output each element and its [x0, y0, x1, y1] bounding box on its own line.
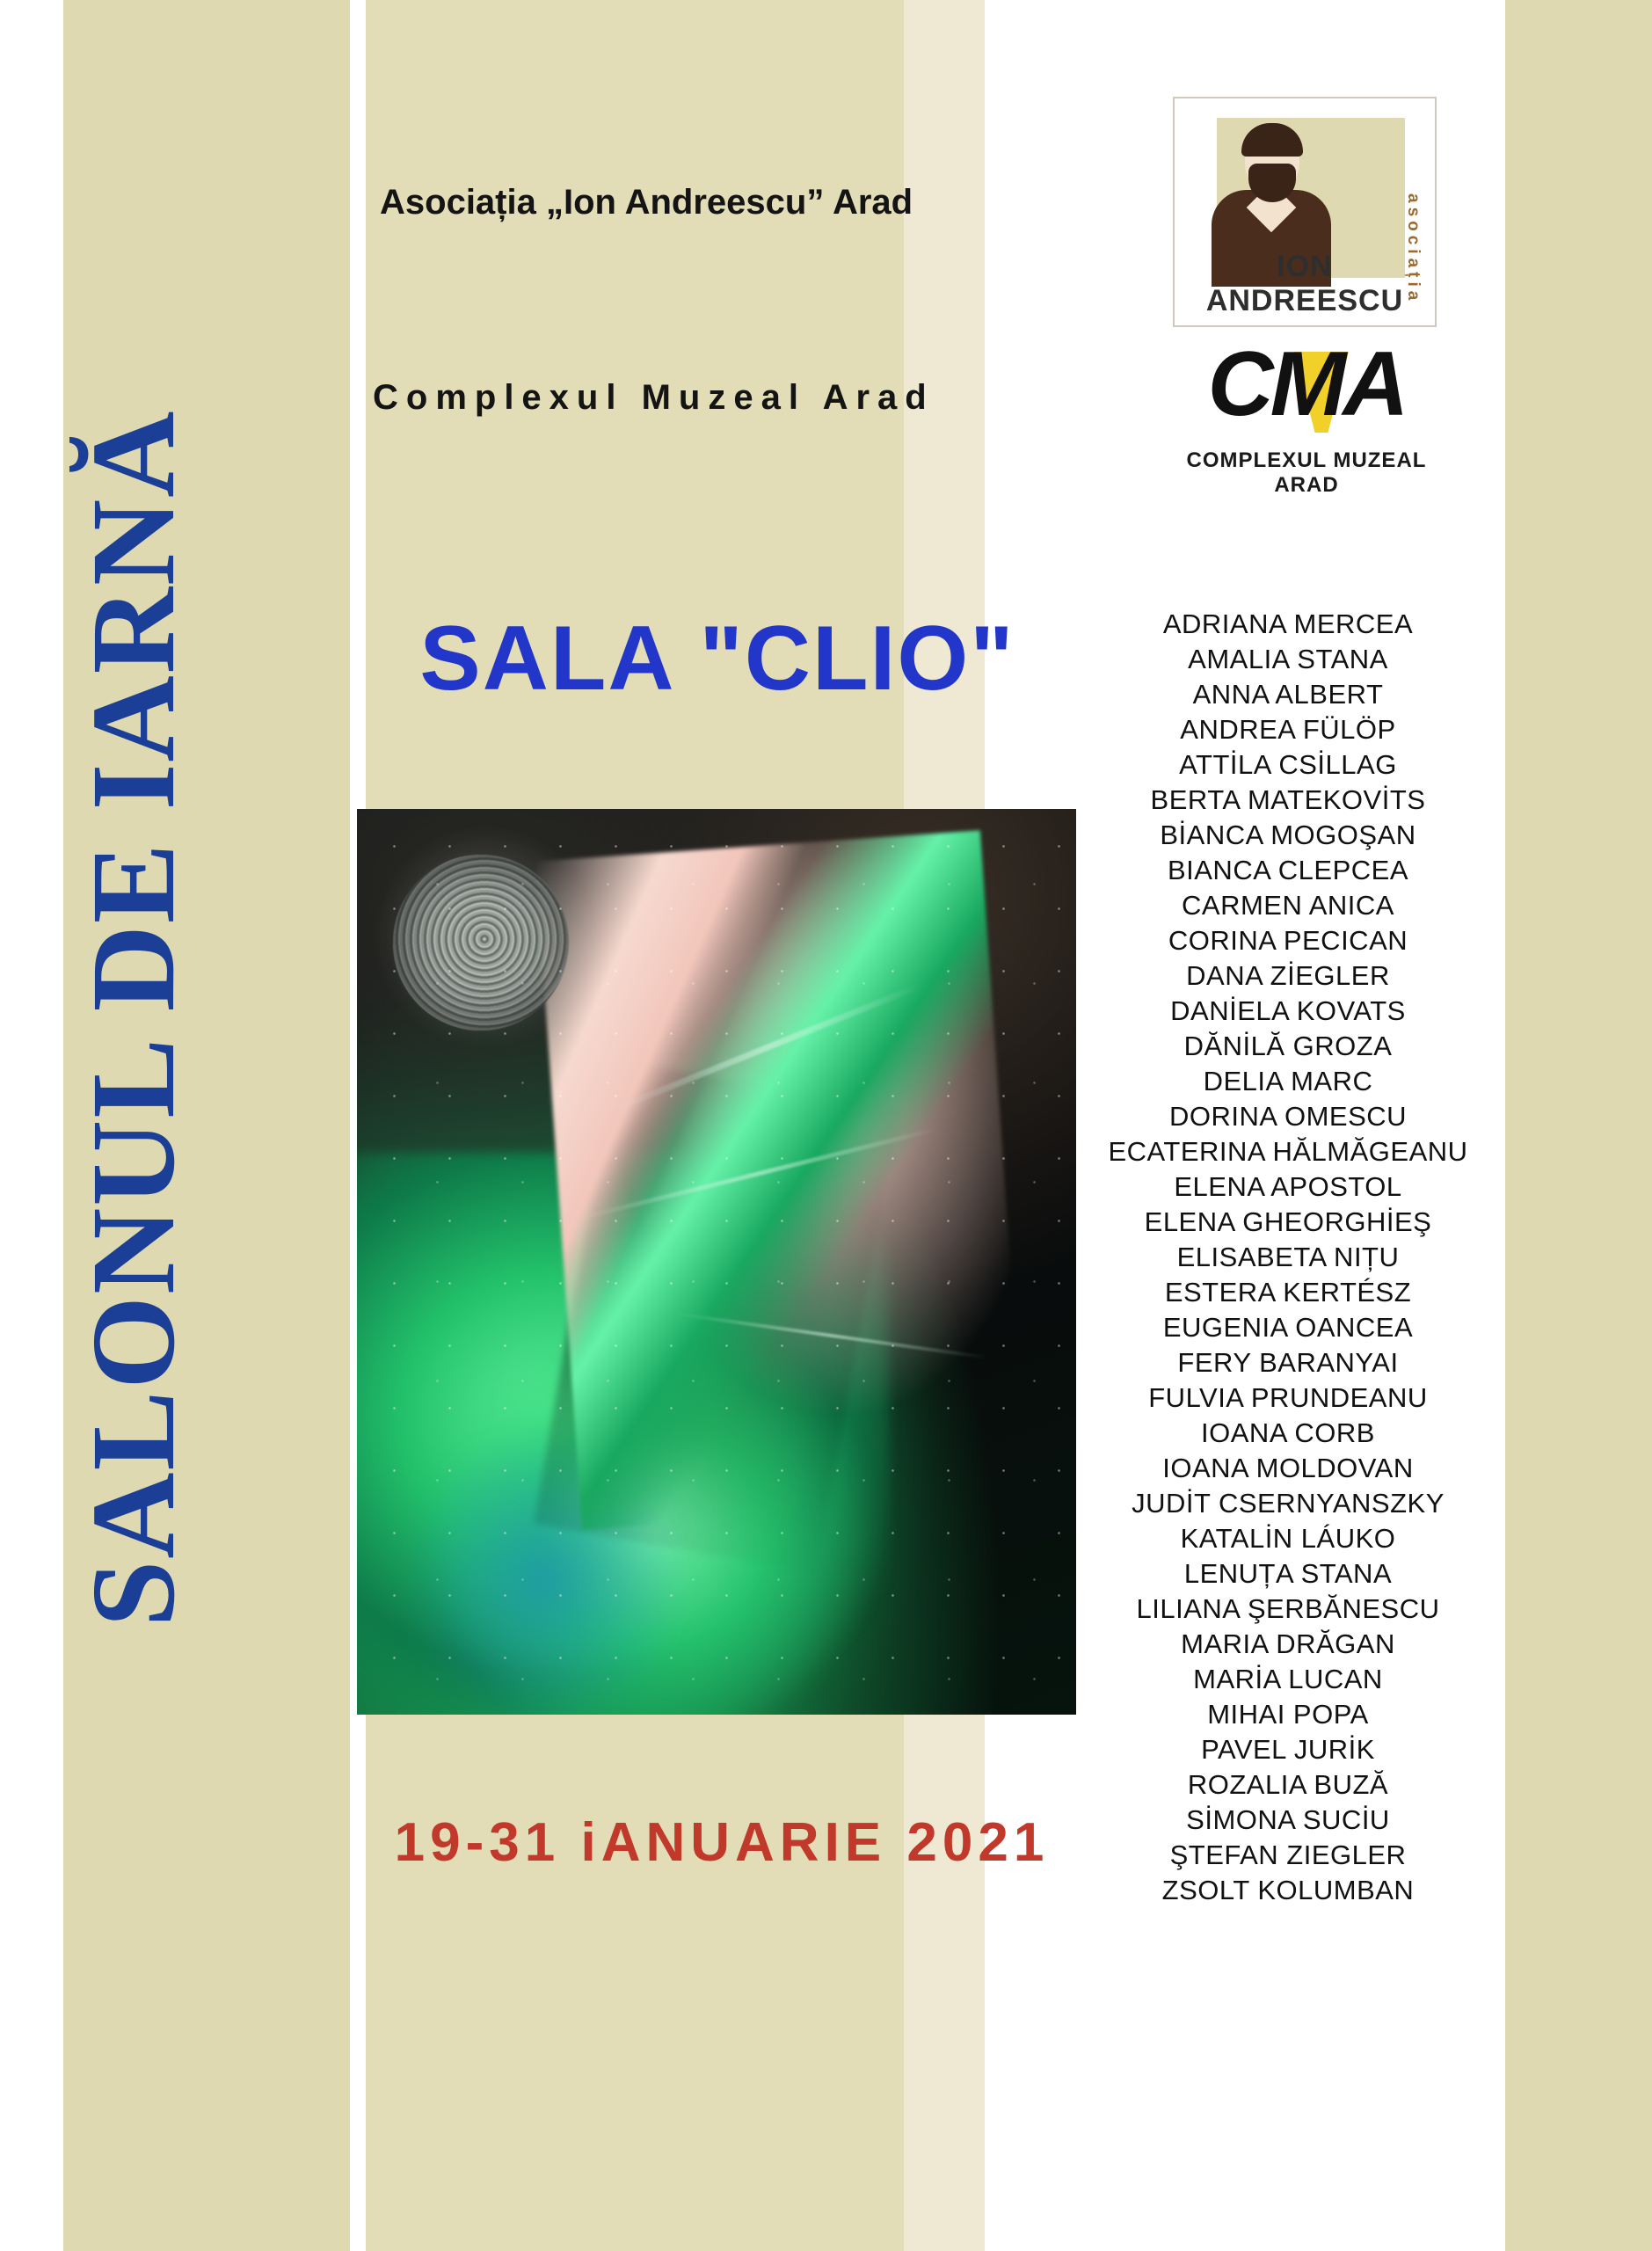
- logo-name: ION ANDREESCU: [1205, 250, 1404, 317]
- artist-name: ROZALIA BUZĂ: [1187, 1769, 1389, 1800]
- artist-name: PAVEL JURİK: [1201, 1734, 1375, 1765]
- background-band-khaki-right: [1505, 0, 1652, 2251]
- artist-name: ADRIANA MERCEA: [1162, 608, 1414, 639]
- artist-name: MARİA LUCAN: [1193, 1664, 1383, 1694]
- artist-name: ELENA GHEORGHİEŞ: [1144, 1206, 1432, 1237]
- artist-name: DORINA OMESCU: [1168, 1101, 1408, 1132]
- artist-name: ANDREA FÜLÖP: [1180, 714, 1396, 745]
- cma-caption: COMPLEXUL MUZEAL ARAD: [1186, 448, 1427, 497]
- artist-name: ESTERA KERTÉSZ: [1164, 1277, 1412, 1308]
- artist-name: DĂNİLĂ GROZA: [1183, 1031, 1393, 1061]
- artist-name: DANA ZİEGLER: [1186, 960, 1390, 991]
- artist-name: BİANCA MOGOŞAN: [1160, 820, 1416, 850]
- artist-name: FULVIA PRUNDEANU: [1148, 1382, 1428, 1413]
- artist-name: LENUȚA STANA: [1183, 1558, 1393, 1589]
- artist-name: AMALIA STANA: [1188, 644, 1388, 674]
- artist-name: DELIA MARC: [1203, 1066, 1373, 1096]
- artist-name: IOANA CORB: [1201, 1417, 1375, 1448]
- poster-vertical-title: SALONUL DE IARNĂ: [68, 409, 200, 1628]
- artist-name: MIHAI POPA: [1207, 1699, 1369, 1730]
- artist-name: EUGENIA OANCEA: [1162, 1312, 1414, 1343]
- artist-name: LILIANA ŞERBĂNESCU: [1136, 1593, 1440, 1624]
- cma-mark: [1169, 333, 1444, 448]
- artist-name: ANNA ALBERT: [1192, 679, 1384, 710]
- artist-name: SİMONA SUCİU: [1186, 1804, 1390, 1835]
- artist-name: ATTİLA CSİLLAG: [1179, 749, 1397, 780]
- artist-name: ECATERINA HĂLMĂGEANU: [1108, 1136, 1468, 1167]
- artist-name: ZSOLT KOLUMBAN: [1161, 1875, 1415, 1905]
- museum-line: Complexul Muzeal Arad: [373, 378, 935, 417]
- portrait-hair: [1241, 123, 1303, 157]
- association-line: Asociația „Ion Andreescu” Arad: [380, 183, 913, 222]
- artist-name: CORINA PECICAN: [1168, 925, 1408, 956]
- exhibition-dates: 19-31 iANUARIE 2021: [394, 1812, 1050, 1873]
- artist-name: ELENA APOSTOL: [1174, 1171, 1402, 1202]
- artist-name: ELISABETA NIȚU: [1176, 1242, 1400, 1272]
- cma-letters: CMA: [1207, 333, 1406, 435]
- artist-name: DANİELA KOVATS: [1170, 995, 1406, 1026]
- artwork-image: [357, 809, 1076, 1715]
- complexul-muzeal-arad-logo: [1169, 333, 1444, 497]
- artwork-specks: [357, 809, 1076, 1715]
- artist-name: MARIA DRĂGAN: [1181, 1628, 1395, 1659]
- artist-name: KATALİN LÁUKO: [1180, 1523, 1396, 1554]
- artist-name: BERTA MATEKOVİTS: [1150, 784, 1426, 815]
- hall-title: SALA "CLIO": [419, 608, 1015, 710]
- ion-andreescu-logo: [1173, 97, 1437, 327]
- artist-name: BIANCA CLEPCEA: [1167, 855, 1409, 885]
- background-band-left: [0, 0, 63, 2251]
- artist-name: FERY BARANYAI: [1177, 1347, 1399, 1378]
- artist-name: CARMEN ANICA: [1182, 890, 1394, 921]
- artist-name: ŞTEFAN ZIEGLER: [1169, 1839, 1407, 1870]
- artist-name: JUDİT CSERNYANSZKY: [1132, 1488, 1445, 1519]
- artist-list: [1081, 607, 1495, 1908]
- logo-vertical-word: asociația: [1404, 193, 1423, 305]
- artist-name: IOANA MOLDOVAN: [1162, 1453, 1414, 1483]
